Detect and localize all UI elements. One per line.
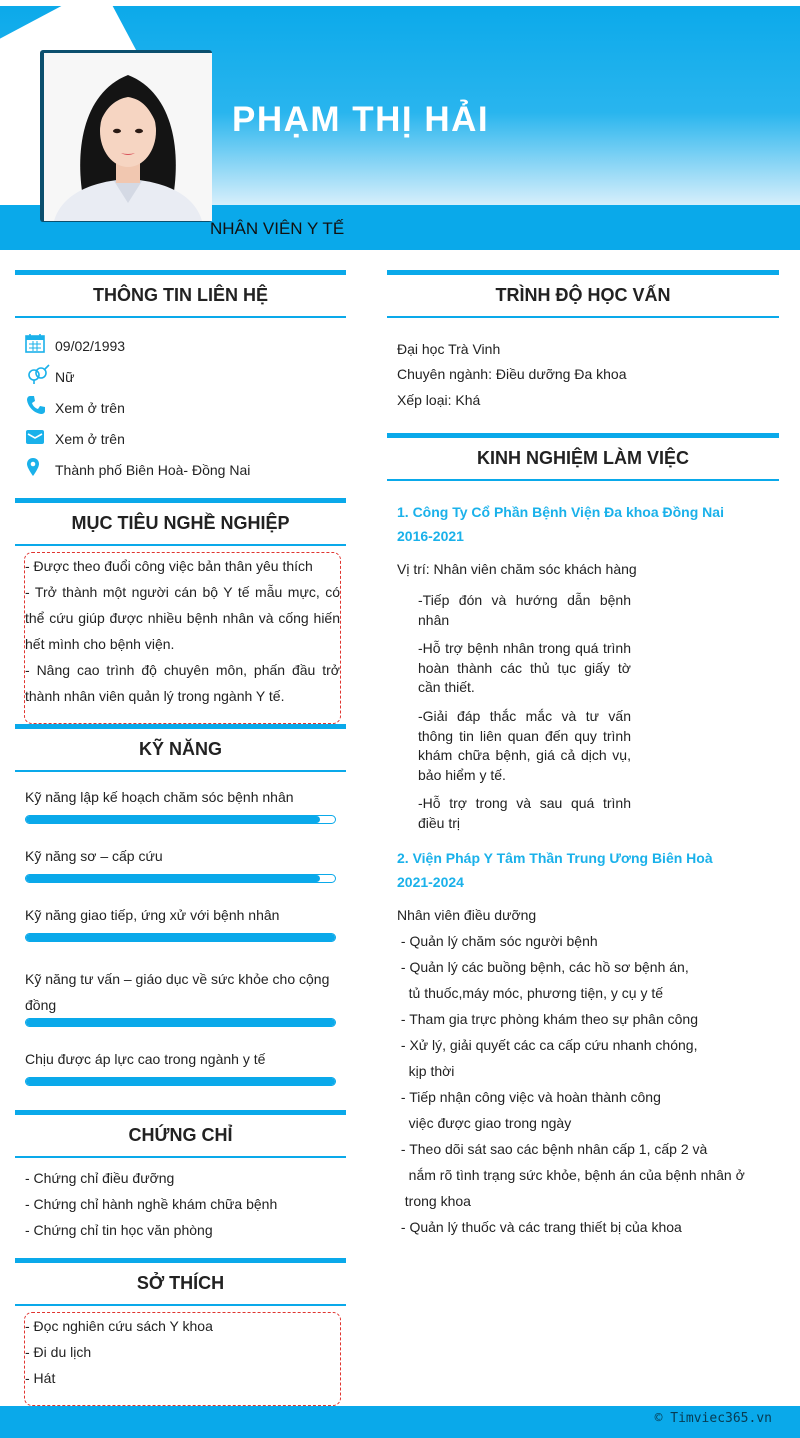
skill-bar-fill	[26, 1078, 335, 1085]
objective-line: - Trở thành một người cán bộ Y tế mẫu mực, có thể cứu giúp được nhiều bệnh nhân và cống hiến hết mình cho bệnh viện.	[25, 584, 340, 652]
contact-email: Xem ở trên	[55, 431, 125, 447]
certificates-section-title: CHỨNG CHỈ	[15, 1110, 346, 1158]
skill-bar	[25, 874, 336, 883]
footer-bar	[0, 1406, 800, 1438]
job-position: Vị trí: Nhân viên chăm sóc khách hàng	[397, 561, 637, 577]
job-duty: - Tiếp nhận công việc và hoàn thành công	[397, 1089, 661, 1105]
phone-icon	[26, 395, 46, 415]
email-icon	[25, 427, 45, 447]
portrait-illustration	[44, 53, 212, 221]
contact-birthdate: 09/02/1993	[55, 338, 126, 354]
job-duty: - Quản lý chăm sóc người bệnh	[397, 933, 598, 949]
hobbies-section-title: SỞ THÍCH	[15, 1258, 346, 1306]
header-top-strip	[0, 0, 800, 6]
education-grade: Xếp loại: Khá	[397, 392, 481, 408]
contact-gender: Nữ	[55, 369, 75, 385]
skill-bar	[25, 933, 336, 942]
objective-section-title: MỤC TIÊU NGHỀ NGHIỆP	[15, 498, 346, 546]
job-duty: tủ thuốc,máy móc, phương tiện, y cụ y tế	[397, 985, 664, 1001]
skill-bar	[25, 1018, 336, 1027]
job-period: 2021-2024	[397, 874, 464, 890]
gender-icon	[26, 364, 52, 384]
experience-section-title: KINH NGHIỆM LÀM VIỆC	[387, 433, 779, 481]
skill-label: Kỹ năng lập kế hoạch chăm sóc bệnh nhân	[25, 789, 294, 805]
job-duty: kịp thời	[397, 1063, 455, 1079]
skill-bar-fill	[26, 934, 335, 941]
job-company: 1. Công Ty Cổ Phần Bệnh Viện Đa khoa Đồng Nai	[397, 504, 724, 520]
footer-watermark: © Timviec365.vn	[654, 1411, 772, 1426]
contact-section-title: THÔNG TIN LIÊN HỆ	[15, 270, 346, 318]
skill-label: Kỹ năng giao tiếp, ứng xử với bệnh nhân	[25, 907, 280, 923]
job-duty: -Hỗ trợ bệnh nhân trong quá trình hoàn thành các thủ tục giấy tờ cần thiết.	[418, 640, 631, 695]
certificate-item: - Chứng chỉ điều đưỡng	[25, 1170, 175, 1186]
skill-bar-fill	[26, 816, 320, 823]
job-period: 2016-2021	[397, 528, 464, 544]
skill-label: Chịu được áp lực cao trong ngành y tế	[25, 1051, 266, 1067]
skill-label: Kỹ năng sơ – cấp cứu	[25, 848, 163, 864]
skill-bar	[25, 815, 336, 824]
candidate-name: PHẠM THỊ HẢI	[232, 100, 490, 139]
skills-section-title: KỸ NĂNG	[15, 724, 346, 772]
contact-phone: Xem ở trên	[55, 400, 125, 416]
job-duty: - Quản lý các buồng bệnh, các hồ sơ bệnh án,	[397, 959, 689, 975]
job-duty: - Theo dõi sát sao các bệnh nhân cấp 1, cấp 2 và	[397, 1141, 708, 1157]
location-icon	[26, 457, 46, 477]
certificate-item: - Chứng chỉ tin học văn phòng	[25, 1222, 213, 1238]
calendar-icon	[25, 333, 45, 353]
skill-label: Kỹ năng tư vấn – giáo dục về sức khỏe cho cộng đồng	[25, 971, 330, 1013]
contact-address: Thành phố Biên Hoà- Đồng Nai	[55, 462, 251, 478]
job-duty: - Xử lý, giải quyết các ca cấp cứu nhanh chóng,	[397, 1037, 698, 1053]
job-position: Nhân viên điều dưỡng	[397, 907, 537, 923]
hobby-item: - Đi du lịch	[25, 1344, 92, 1360]
education-section-title: TRÌNH ĐỘ HỌC VẤN	[387, 270, 779, 318]
skill-bar-fill	[26, 1019, 335, 1026]
skill-bar-fill	[26, 875, 320, 882]
skill-bar	[25, 1077, 336, 1086]
certificate-item: - Chứng chỉ hành nghề khám chữa bệnh	[25, 1196, 278, 1212]
job-duty: -Tiếp đón và hướng dẫn bệnh nhân	[418, 592, 631, 628]
job-duty: - Quản lý thuốc và các trang thiết bị của khoa	[397, 1219, 682, 1235]
job-duty: - Tham gia trực phòng khám theo sự phân công	[397, 1011, 698, 1027]
hobby-item: - Đọc nghiên cứu sách Y khoa	[25, 1318, 213, 1334]
job-duty: nắm rõ tình trạng sức khỏe, bệnh án của bệnh nhân ở	[397, 1167, 745, 1183]
job-duty: -Hỗ trợ trong và sau quá trình điều trị	[418, 795, 631, 831]
job-duty: -Giải đáp thắc mắc và tư vấn thông tin liên quan đến quy trình khám chữa bệnh, giá cả dịch vụ, bảo hiểm y tế.	[418, 708, 631, 783]
objective-line: - Nâng cao trình độ chuyên môn, phấn đầu trở thành nhân viên quản lý trong ngành Y tế.	[25, 662, 340, 704]
hobby-item: - Hát	[25, 1370, 56, 1386]
job-title: NHÂN VIÊN Y TẾ	[210, 219, 345, 238]
objective-text	[25, 553, 340, 709]
job-company: 2. Viện Pháp Y Tâm Thần Trung Ương Biên Hoà	[397, 850, 713, 866]
education-school: Đại học Trà Vinh	[397, 341, 501, 357]
objective-line: - Được theo đuổi công việc bản thân yêu thích	[25, 558, 313, 574]
profile-photo	[44, 53, 212, 221]
job-duty: trong khoa	[397, 1193, 471, 1209]
job-duty: việc được giao trong ngày	[397, 1115, 572, 1131]
education-major: Chuyên ngành: Điều dưỡng Đa khoa	[397, 366, 627, 382]
